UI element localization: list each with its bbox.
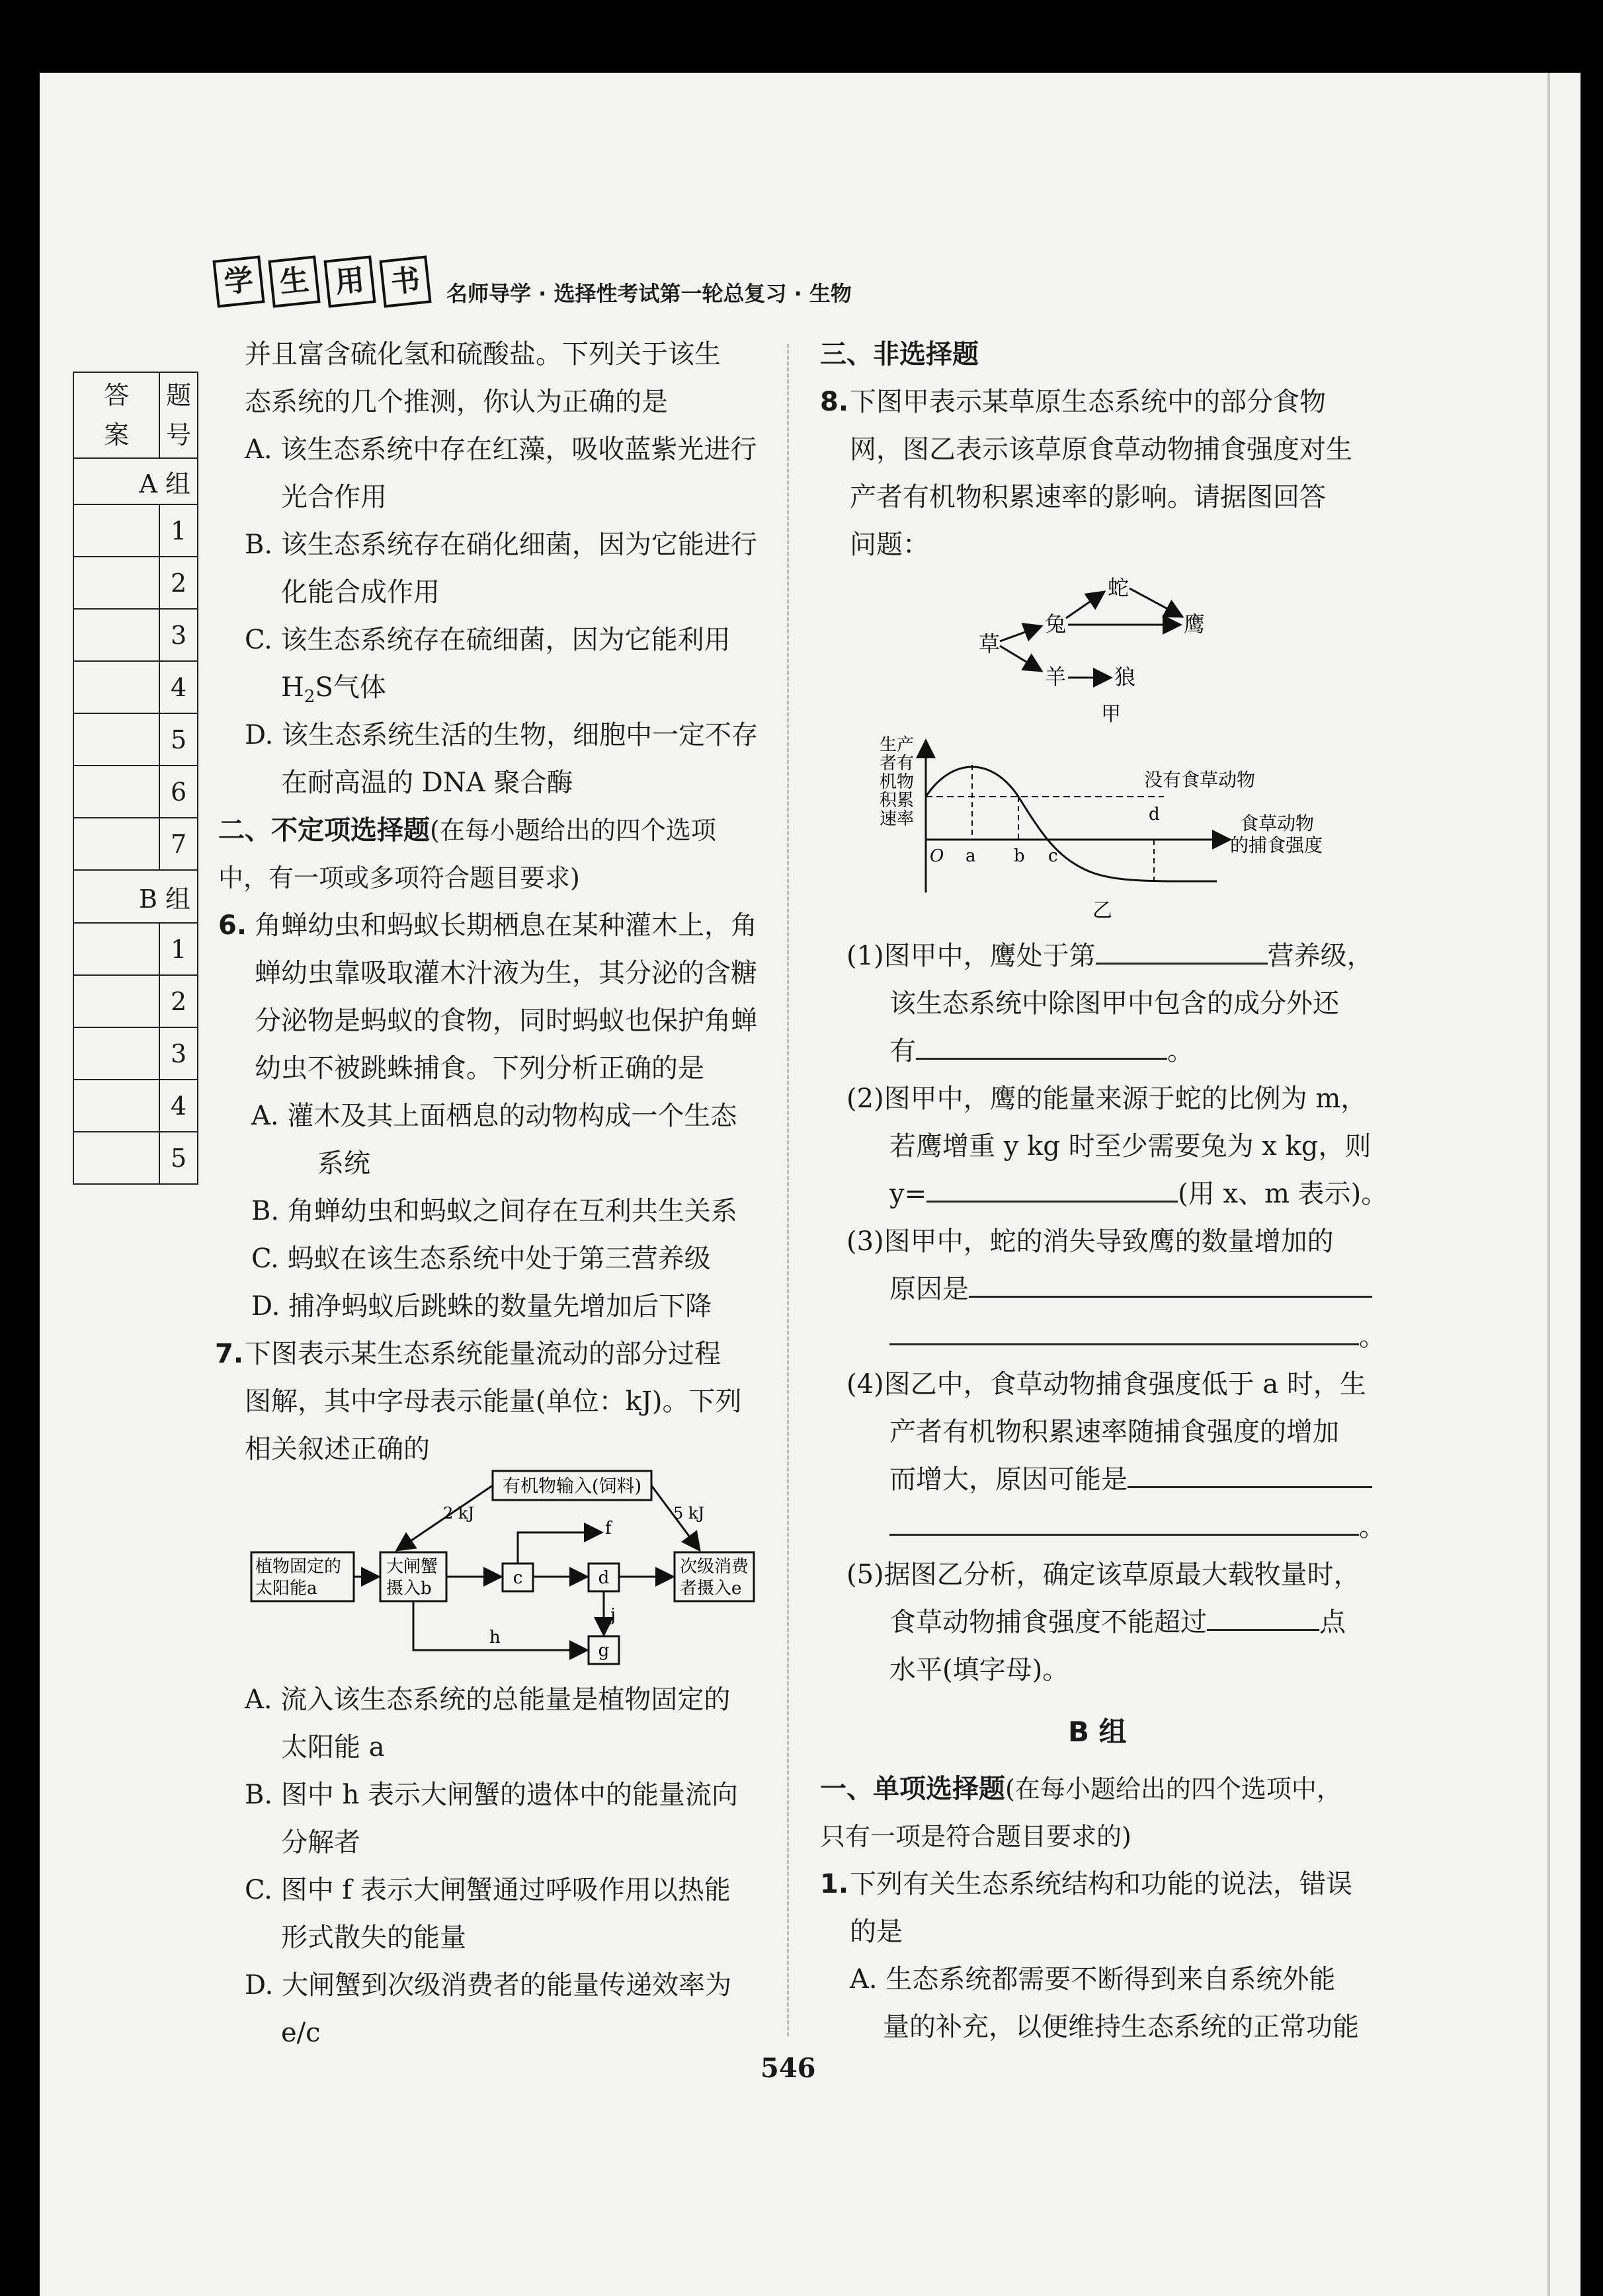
q7-stem-line: 相关叙述正确的 xyxy=(245,1434,430,1464)
x-axis-label: 食草动物 xyxy=(1240,812,1315,834)
section3-title: 三、非选择题 xyxy=(820,339,979,370)
secondary-label-2: 者摄入e xyxy=(680,1579,742,1599)
q8-part2-text-2: (用 x、m 表示)。 xyxy=(1178,1179,1388,1209)
q5-stem-line: 并且富含硫化氢和硫酸盐。下列关于该生 xyxy=(245,339,721,370)
question-number: 7 xyxy=(159,818,198,870)
y-axis-label: 生产 xyxy=(880,735,915,755)
q7-option-a-cont: 太阳能 a xyxy=(281,1732,385,1762)
answer-cell[interactable] xyxy=(73,1080,159,1132)
q8-part4-cont: 产者有机物积累速率随捕食强度的增加 xyxy=(889,1417,1339,1447)
badge-char: 学 xyxy=(212,255,265,307)
b1-stem-line: 下列有关生态系统结构和功能的说法，错误 xyxy=(850,1869,1352,1899)
answer-head-label: 答案 xyxy=(104,381,130,450)
page-header xyxy=(215,258,852,305)
secondary-label: 次级消费 xyxy=(680,1557,749,1577)
q7-option-a: A. 流入该生态系统的总能量是植物固定的 xyxy=(245,1684,731,1715)
input-5kj-label: 5 kJ xyxy=(673,1504,705,1523)
b1-option-a-cont: 量的补充，以便维持生态系统的正常功能 xyxy=(883,2012,1359,2042)
q8-part1-text-2: 营养级， xyxy=(1267,941,1374,971)
q8-part5-cont2: 水平(填字母)。 xyxy=(889,1655,1069,1685)
sectionB1-title: 一、单项选择题 xyxy=(820,1774,1005,1804)
q5-option-a-cont: 光合作用 xyxy=(281,482,387,512)
question-number: 2 xyxy=(159,557,198,609)
q8-number: 8. xyxy=(820,387,849,417)
node-grass: 草 xyxy=(979,631,1001,656)
header-badge xyxy=(215,258,437,305)
arrow-snake-hawk xyxy=(1130,588,1182,617)
q7-option-c: C. 图中 f 表示大闸蟹通过呼吸作用以热能 xyxy=(245,1875,731,1905)
section2-note-cont: 中，有一项或多项符合题目要求) xyxy=(218,863,580,892)
number-head-label: 题号 xyxy=(166,381,192,450)
question-number: 3 xyxy=(159,609,198,661)
badge-char: 书 xyxy=(379,255,431,307)
answer-blank[interactable] xyxy=(926,1174,1178,1203)
energy-flow-diagram xyxy=(245,1464,767,1676)
food-web-diagram xyxy=(966,565,1243,731)
q7-option-d: D. 大闸蟹到次级消费者的能量传递效率为 xyxy=(245,1970,732,2000)
predation-graph xyxy=(860,731,1389,929)
formula-s: S xyxy=(315,672,333,703)
q7-option-b-cont: 分解者 xyxy=(281,1827,360,1858)
q8-part5-text: 食草动物捕食强度不能超过 xyxy=(889,1607,1207,1638)
answer-cell[interactable] xyxy=(73,1027,159,1080)
tick-c-label: c xyxy=(1048,846,1058,866)
q6-option-a: A. 灌木及其上面栖息的动物构成一个生态 xyxy=(251,1101,737,1131)
sectionB1-note-cont: 只有一项是符合题目要求的) xyxy=(820,1822,1131,1851)
question-number: 2 xyxy=(159,975,198,1027)
y-axis-label: 速率 xyxy=(880,809,915,829)
question-number: 4 xyxy=(159,661,198,713)
q5-option-b: B. 该生态系统存在硝化细菌，因为它能进行 xyxy=(245,530,757,560)
q8-part5-cont xyxy=(889,1599,1346,1646)
q5-option-c: C. 该生态系统存在硫细菌，因为它能利用 xyxy=(245,625,731,655)
q8-stem-line: 问题： xyxy=(850,530,929,560)
gas-word: 气体 xyxy=(333,672,386,703)
foodweb-caption: 甲 xyxy=(1101,703,1121,726)
q8-stem-line: 网，图乙表示该草原食草动物捕食强度对生 xyxy=(850,434,1352,465)
q7-option-d-cont: e/c xyxy=(281,2018,321,2048)
q5-option-a: A. 该生态系统中存在红藻，吸收蓝紫光进行 xyxy=(245,434,757,465)
answer-cell[interactable] xyxy=(73,1132,159,1184)
arrow-c-to-f xyxy=(518,1532,602,1564)
number-head xyxy=(159,372,198,458)
q8-part5-text-2: 点 xyxy=(1319,1607,1346,1638)
section2-note: (在每小题给出的四个选项 xyxy=(430,816,716,845)
q8-part4-text: 而增大，原因可能是 xyxy=(889,1464,1128,1495)
q5-option-d: D. 该生态系统生活的生物，细胞中一定不存 xyxy=(245,720,759,750)
question-number: 5 xyxy=(159,713,198,766)
box-d-label: d xyxy=(598,1568,610,1588)
q6-stem-line: 角蝉幼虫和蚂蚁长期栖息在某种灌木上，角 xyxy=(255,910,757,941)
answer-blank[interactable] xyxy=(1128,1460,1372,1488)
crab-label: 大闸蟹 xyxy=(386,1557,438,1577)
input-2kj-label: 2 kJ xyxy=(443,1504,475,1523)
answer-blank[interactable] xyxy=(889,1317,1359,1345)
plant-label: 植物固定的 xyxy=(255,1557,342,1577)
q5-stem-line: 态系统的几个推测，你认为正确的是 xyxy=(245,387,668,417)
question-number: 1 xyxy=(159,504,198,557)
answer-blank[interactable] xyxy=(889,1507,1359,1536)
j-label: j xyxy=(610,1605,616,1625)
q8-part2-cont2 xyxy=(889,1170,1387,1218)
badge-char: 生 xyxy=(268,255,320,307)
node-hawk: 鹰 xyxy=(1184,612,1206,637)
answer-cell[interactable] xyxy=(73,504,159,557)
q6-number: 6. xyxy=(218,910,247,941)
answer-cell[interactable] xyxy=(73,818,159,870)
question-number: 3 xyxy=(159,1027,198,1080)
q7-stem-line: 下图表示某生态系统能量流动的部分过程 xyxy=(245,1339,721,1369)
arrow-feed-to-crab xyxy=(397,1485,493,1550)
q8-part4: (4)图乙中，食草动物捕食强度低于 a 时，生 xyxy=(846,1369,1366,1400)
q6-stem-line: 幼虫不被跳蛛捕食。下列分析正确的是 xyxy=(255,1053,704,1084)
q7-number: 7. xyxy=(215,1339,244,1369)
q7-stem-line: 图解，其中字母表示能量(单位：kJ)。下列 xyxy=(245,1386,742,1417)
q8-part3-cont2 xyxy=(889,1313,1385,1361)
crab-label-2: 摄入b xyxy=(386,1579,432,1599)
tick-a-label: a xyxy=(966,846,976,866)
tick-b-label: b xyxy=(1014,846,1025,866)
section2-title: 二、不定项选择题 xyxy=(218,815,430,846)
formula-h: H xyxy=(281,672,304,703)
q8-part5: (5)据图乙分析，确定该草原最大载牧量时， xyxy=(846,1560,1360,1590)
q5-option-b-cont: 化能合成作用 xyxy=(281,577,440,608)
group-b-title: B 组 xyxy=(1068,1716,1127,1748)
question-number: 5 xyxy=(159,1132,198,1184)
question-number: 6 xyxy=(159,766,198,818)
graph-caption: 乙 xyxy=(1092,899,1112,922)
node-wolf: 狼 xyxy=(1114,664,1136,690)
box-g-label: g xyxy=(598,1641,610,1661)
node-rabbit: 兔 xyxy=(1045,612,1067,637)
q6-stem-line: 分泌物是蚂蚁的食物，同时蚂蚁也保护角蝉 xyxy=(255,1006,757,1036)
q8-part4-cont3 xyxy=(889,1503,1385,1551)
header-title: 名师导学 · 选择性考试第一轮总复习 · 生物 xyxy=(446,281,852,306)
answer-cell[interactable] xyxy=(73,609,159,661)
q8-part2: (2)图甲中，鹰的能量来源于蛇的比例为 m， xyxy=(846,1084,1368,1114)
no-herbivore-label: 没有食草动物 xyxy=(1144,769,1256,791)
answer-cell[interactable] xyxy=(73,557,159,609)
answer-cell[interactable] xyxy=(73,713,159,766)
answer-head xyxy=(73,372,159,458)
arrow-rabbit-snake xyxy=(1066,592,1104,618)
q8-part1-cont: 该生态系统中除图甲中包含的成分外还 xyxy=(889,988,1339,1019)
box-c-label: c xyxy=(513,1568,523,1588)
y-axis-label: 积累 xyxy=(880,791,915,811)
answer-cell[interactable] xyxy=(73,661,159,713)
badge-char: 用 xyxy=(323,255,376,307)
answer-table xyxy=(73,372,198,1185)
group-a-label: A 组 xyxy=(73,458,198,504)
origin-label: O xyxy=(930,846,944,866)
sectionB1-heading xyxy=(820,1765,1342,1813)
q8-part1-text: (1)图甲中，鹰处于第 xyxy=(846,941,1096,971)
y-axis-label: 者有 xyxy=(880,754,915,773)
y-axis-label: 机物 xyxy=(880,772,915,792)
q8-part3-period: 。 xyxy=(1359,1322,1385,1352)
section2-heading xyxy=(218,807,716,854)
h-label: h xyxy=(489,1628,501,1647)
point-d-label: d xyxy=(1149,805,1160,824)
question-number: 1 xyxy=(159,923,198,975)
q7-option-b: B. 图中 h 表示大闸蟹的遗体中的能量流向 xyxy=(245,1780,739,1810)
answer-blank[interactable] xyxy=(969,1269,1372,1298)
b1-option-a: A. 生态系统都需要不断得到来自系统外能 xyxy=(850,1964,1336,1995)
q8-part1 xyxy=(846,932,1374,980)
arrow-grass-sheep xyxy=(1000,646,1042,671)
plant-label-2: 太阳能a xyxy=(255,1579,317,1599)
q8-part1-text-3: 有 xyxy=(889,1036,916,1066)
f-label: f xyxy=(605,1519,612,1538)
arrow-grass-rabbit xyxy=(1000,626,1042,641)
q8-part3-cont xyxy=(889,1265,1372,1313)
formula-sub: 2 xyxy=(304,687,315,707)
q6-option-a-cont: 系统 xyxy=(317,1148,370,1179)
node-sheep: 羊 xyxy=(1045,664,1067,690)
b1-number: 1. xyxy=(820,1869,849,1899)
q8-part2-text: y= xyxy=(889,1179,927,1209)
column-divider xyxy=(787,344,789,2036)
answer-blank[interactable] xyxy=(916,1031,1167,1060)
answer-cell[interactable] xyxy=(73,923,159,975)
answer-blank[interactable] xyxy=(1207,1603,1319,1631)
b1-stem-line: 的是 xyxy=(850,1917,903,1947)
scan-edge xyxy=(1547,73,1550,2296)
page-number: 546 xyxy=(760,2053,816,2084)
sectionB1-note: (在每小题给出的四个选项中， xyxy=(1005,1774,1342,1803)
q8-part4-cont2 xyxy=(889,1456,1372,1503)
q6-stem-line: 蝉幼虫靠吸取灌木汁液为生，其分泌的含糖 xyxy=(255,958,757,988)
q6-option-d: D. 捕净蚂蚁后跳蛛的数量先增加后下降 xyxy=(251,1291,712,1322)
q7-option-c-cont: 形式散失的能量 xyxy=(281,1922,466,1953)
q6-option-b: B. 角蝉幼虫和蚂蚁之间存在互利共生关系 xyxy=(251,1196,737,1226)
group-b-label: B 组 xyxy=(73,870,198,923)
q8-part3: (3)图甲中，蛇的消失导致鹰的数量增加的 xyxy=(846,1226,1334,1257)
node-snake: 蛇 xyxy=(1108,575,1130,600)
answer-cell[interactable] xyxy=(73,766,159,818)
q8-stem-line: 下图甲表示某草原生态系统中的部分食物 xyxy=(850,387,1326,417)
question-number: 4 xyxy=(159,1080,198,1132)
organic-input-label: 有机物输入(饲料) xyxy=(502,1476,642,1497)
q5-option-d-cont: 在耐高温的 DNA 聚合酶 xyxy=(281,768,573,798)
answer-blank[interactable] xyxy=(1096,936,1268,965)
q6-option-c: C. 蚂蚁在该生态系统中处于第三营养级 xyxy=(251,1244,711,1274)
answer-cell[interactable] xyxy=(73,975,159,1027)
x-axis-label-2: 的捕食强度 xyxy=(1230,834,1323,856)
q8-stem-line: 产者有机物积累速率的影响。请据图回答 xyxy=(850,482,1326,512)
q8-part3-text: 原因是 xyxy=(889,1274,969,1304)
q8-part4-period: 。 xyxy=(1359,1512,1385,1542)
q8-part2-cont: 若鹰增重 y kg 时至少需要兔为 x kg，则 xyxy=(889,1131,1372,1162)
q8-part1-cont2 xyxy=(889,1027,1194,1075)
q8-part1-period: 。 xyxy=(1167,1036,1194,1066)
